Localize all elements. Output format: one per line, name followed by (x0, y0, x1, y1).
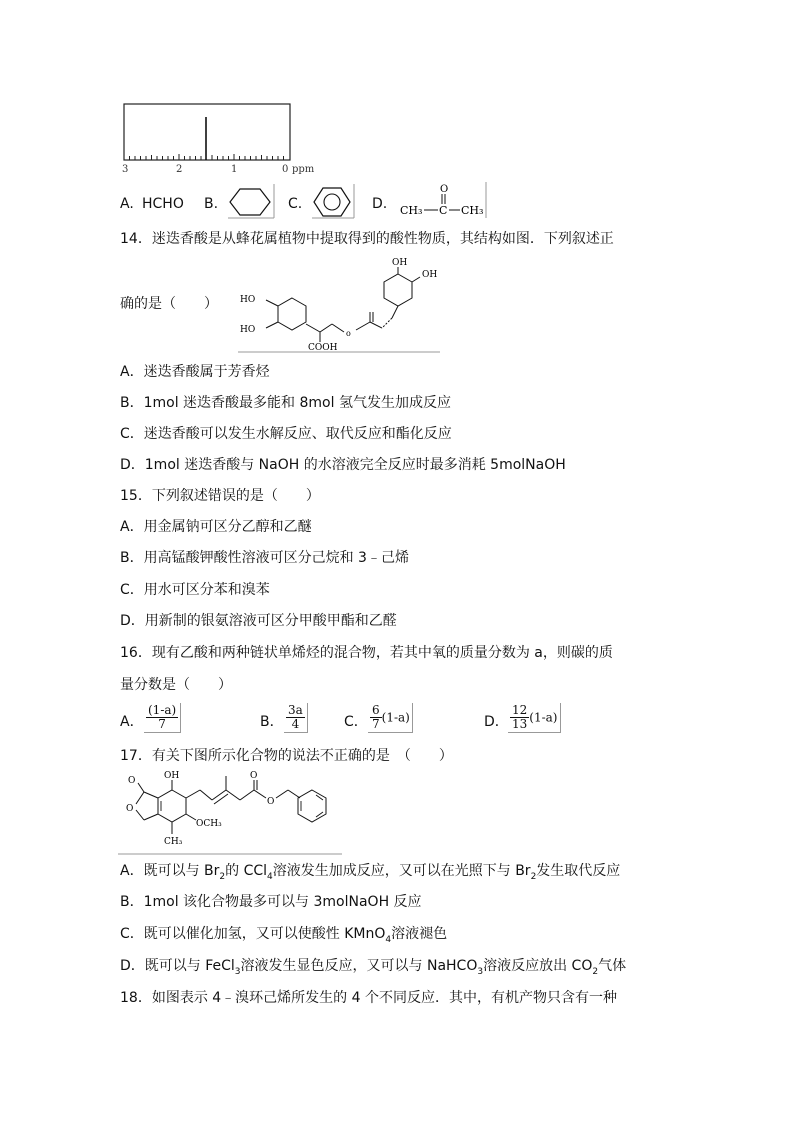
q16-b-numerator: 3a (288, 703, 303, 717)
q16-d-denominator: 13 (512, 717, 528, 731)
q17-ester-carbonyl-o: O (250, 771, 258, 781)
q14-option-a: A．迷迭香酸属于芳香烃 (120, 364, 270, 380)
q17-stem: 17．有关下图所示化合物的说法不正确的是 （ ） (120, 748, 453, 764)
q16-c-label: C． (344, 714, 368, 730)
q16-d-label: D． (484, 714, 509, 730)
rosmarinic-ho-1: HO (240, 295, 256, 305)
q15-stem: 15．下列叙述错误的是（ ） (120, 488, 320, 504)
q16-b-denominator: 4 (291, 717, 300, 731)
q16-b-box (284, 703, 308, 733)
q17-compound-structure (116, 770, 346, 858)
nmr-tick-1: 1 (231, 164, 238, 175)
q16-a-label: A． (120, 714, 144, 730)
q16-stem-line2: 量分数是（ ） (120, 677, 232, 693)
q15-option-b: B．用高锰酸钾酸性溶液可区分己烷和 3﹣己烯 (120, 550, 409, 566)
q13-b-label: B. (204, 196, 219, 212)
acetone-o: O (440, 184, 449, 195)
nmr-spectrum (118, 100, 328, 178)
acetone-ch3-right: CH₃ (461, 204, 484, 217)
q13-c-label: C. (288, 196, 303, 212)
q16-stem-line1: 16．现有乙酸和两种链状单烯烃的混合物，若其中氧的质量分数为 a，则碳的质 (120, 645, 613, 661)
q14-stem-line1: 14．迷迭香酸是从蜂花属植物中提取得到的酸性物质，其结构如图．下列叙述正 (120, 231, 614, 247)
q16-c-box (368, 703, 413, 733)
q17-och3: OCH₃ (196, 819, 222, 829)
rosmarinic-oh-2: OH (422, 270, 438, 280)
q14-option-d: D．1mol 迷迭香酸与 NaOH 的水溶液完全反应时最多消耗 5molNaOH (120, 457, 566, 473)
q17-option-a: A．既可以与 $Br_2$的 CCl$_4$溶液发生加成反应，又可以在光照下与 $Br_2$发生取代反应 (120, 863, 621, 882)
q15-option-a: A．用金属钠可区分乙醇和乙醚 (120, 519, 312, 535)
q16-c-tail: (1-a) (381, 710, 410, 725)
rosmarinic-cooh: COOH (308, 343, 338, 353)
q16-a-box (144, 703, 181, 733)
q16-c-denominator: 7 (372, 717, 380, 731)
q16-a-denominator: 7 (158, 717, 166, 731)
rosmarinic-ester-o: o (346, 329, 351, 338)
q17-option-b: B．1mol 该化合物最多可以与 3molNaOH 反应 (120, 894, 422, 910)
q16-c-numerator: 6 (372, 703, 380, 717)
q15-option-c: C．用水可区分苯和溴苯 (120, 582, 270, 598)
q13-a-text: HCHO (142, 196, 184, 212)
q13-a-label: A. (120, 196, 134, 212)
rosmarinic-oh-1: OH (392, 258, 408, 268)
q17-ester-o: O (267, 797, 275, 807)
q17-option-d: D．既可以与 FeCl$_3$溶液发生显色反应，又可以与 NaHCO$_3$溶液反应放出 $CO_2$气体 (120, 958, 627, 977)
cyclohexane-structure (226, 184, 276, 220)
q14-option-c: C．迷迭香酸可以发生水解反应、取代反应和酯化反应 (120, 426, 452, 442)
q17-oh: OH (164, 771, 180, 781)
q17-option-c: C．既可以催化加氢，又可以使酸性 KMnO$_4$溶液褪色 (120, 926, 448, 945)
q16-d-tail: (1-a) (529, 710, 558, 725)
q18-stem: 18．如图表示 4﹣溴环己烯所发生的 4 个不同反应．其中，有机产物只含有一种 (120, 990, 617, 1006)
q16-d-box (508, 703, 561, 733)
nmr-tick-0: 0 (282, 164, 289, 175)
benzene-structure (310, 184, 356, 220)
acetone-ch3-left: CH₃ (400, 204, 423, 217)
q14-option-b: B．1mol 迷迭香酸最多能和 8mol 氢气发生加成反应 (120, 395, 451, 411)
q17-ch3: CH₃ (164, 837, 183, 847)
q16-b-label: B． (260, 714, 284, 730)
q14-stem-line2: 确的是（ ） (120, 296, 218, 312)
rosmarinic-ho-2: HO (240, 325, 256, 335)
q17-ring-o: O (126, 804, 134, 814)
acetone-c: C (439, 204, 448, 217)
rosmarinic-acid-structure (236, 254, 442, 354)
nmr-tick-3: 3 (122, 164, 129, 175)
q16-d-numerator: 12 (512, 703, 528, 717)
q16-options (120, 703, 680, 739)
acetone-structure (398, 182, 488, 220)
q15-option-d: D．用新制的银氨溶液可区分甲酸甲酯和乙醛 (120, 613, 397, 629)
q16-a-numerator: (1-a) (148, 703, 177, 717)
q17-carbonyl-o: O (128, 776, 136, 786)
nmr-tick-2: 2 (176, 164, 183, 175)
nmr-unit: ppm (292, 164, 315, 175)
q13-d-label: D. (372, 196, 388, 212)
